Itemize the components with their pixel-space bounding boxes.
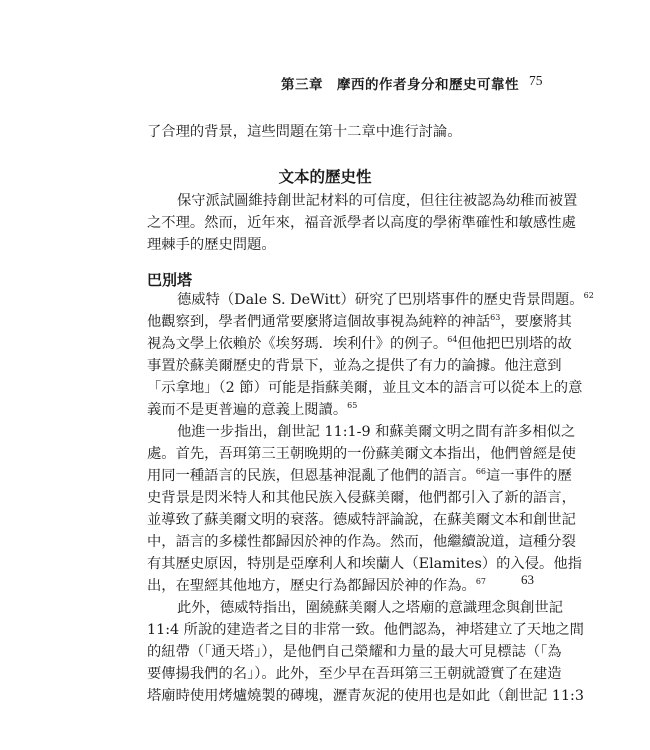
running-head: 第三章 摩西的作者身分和歷史可靠性 (281, 77, 519, 93)
line-text: 此外，德威特指出，圍繞蘇美爾人之塔廟的意識理念與創世記 (177, 600, 564, 616)
paragraph-line (147, 619, 584, 641)
line-text: 有其歷史原因，特別是亞摩利人和埃蘭人（Elamites）的入侵。他指 (147, 556, 582, 572)
line-text: 德威特（Dale S. DeWitt）研究了巴別塔事件的歷史背景問題。 (177, 292, 584, 308)
paragraph-line (147, 531, 576, 553)
paragraph-line (147, 465, 572, 487)
intro-line: 了合理的背景，這些問題在第十二章中進行討論。 (147, 124, 462, 140)
paragraph-line (147, 289, 594, 311)
paragraph-line (147, 311, 572, 333)
intro-text (147, 121, 503, 143)
line-text: 塔廟時使用烤爐燒製的磚塊，瀝青灰泥的使用也是如此（創世記 11:3 (147, 688, 584, 704)
paragraph-line (147, 443, 576, 465)
paragraph-line: 保守派試圖維持創世記材料的可信度，但往往被認為幼稚而被置 (177, 193, 578, 209)
section-heading: 文本的歷史性 (278, 168, 372, 186)
subsection-heading: 巴別塔 (147, 271, 193, 289)
paragraph-line (147, 421, 576, 443)
line-text: 出，在聖經其他地方，歷史行為都歸因於神的作為。 (147, 578, 476, 594)
paragraph-line (147, 641, 562, 663)
paragraph-line (147, 487, 576, 509)
line-text: 視為文學上依賴於《埃努瑪．埃利什》的例子。 (147, 336, 448, 352)
footnote-marker: 63 (490, 313, 501, 323)
line-text: ，要麼將其 (500, 314, 572, 330)
paragraph-line: 理棘手的歷史問題。 (147, 237, 276, 253)
line-text: 的紐帶（「通天塔」），是他們自己榮耀和力量的最大可見標誌（「為 (147, 644, 562, 660)
paragraph-line (147, 553, 582, 575)
footnote-marker: 66 (475, 467, 487, 477)
margin-note: 63 (521, 572, 534, 587)
paragraph-line (147, 597, 564, 619)
line-text: 義而不是更普遍的意義上閱讀。 (147, 402, 348, 418)
line-text: 他觀察到，學者們通常要麼將這個故事視為純粹的神話 (147, 314, 491, 330)
footnote-marker: 67 (475, 577, 487, 587)
paragraph-line (147, 333, 572, 355)
line-text: 這一事件的歷 (486, 468, 572, 484)
line-text: 中，語言的多樣性都歸因於神的作為。然而，他繼續說道，這種分裂 (147, 534, 576, 550)
paragraph-line (147, 377, 583, 399)
page-number: 75 (529, 73, 543, 88)
line-text: 史背景是閃米特人和其他民族入侵蘇美爾，他們都引入了新的語言， (147, 490, 576, 506)
line-text: 要傳揚我們的名」）。此外，至少早在吾珥第三王朝就證實了在建造 (147, 666, 562, 682)
paragraph-line (147, 509, 576, 531)
line-text: 但他把巴別塔的故 (457, 336, 572, 352)
line-text: 並導致了蘇美爾文明的衰落。德威特評論說，在蘇美爾文本和創世記 (147, 512, 576, 528)
footnote-marker: 64 (447, 335, 458, 345)
line-text: 用同一種語言的民族，但恩基神混亂了他們的語言。 (147, 468, 476, 484)
section-paragraph (147, 190, 578, 256)
line-text: 事置於蘇美爾歷史的背景下，並為之提供了有力的論據。他注意到 (147, 358, 562, 374)
line-text: 處。首先，吾珥第三王朝晚期的一份蘇美爾文本指出，他們曾經是使 (147, 446, 576, 462)
paragraph-line (147, 575, 503, 597)
paragraph-line: 之不理。然而，近年來，福音派學者以高度的學術準確性和敏感性處 (147, 215, 576, 231)
subsection-body (147, 289, 594, 707)
line-text: 他進一步指出，創世記 11:1-9 和蘇美爾文明之間有許多相似之 (177, 424, 576, 440)
paragraph-line (147, 355, 562, 377)
paragraph-line (147, 685, 584, 707)
footnote-marker: 65 (347, 401, 358, 411)
footnote-marker: 62 (583, 291, 594, 301)
paragraph-line (147, 663, 562, 685)
line-text: 「示拿地」（2 節）可能是指蘇美爾，並且文本的語言可以從本上的意 (147, 380, 583, 396)
line-text: 11:4 所說的建造者之目的非常一致。他們認為，神塔建立了天地之間 (147, 622, 584, 638)
paragraph-line (147, 399, 503, 421)
